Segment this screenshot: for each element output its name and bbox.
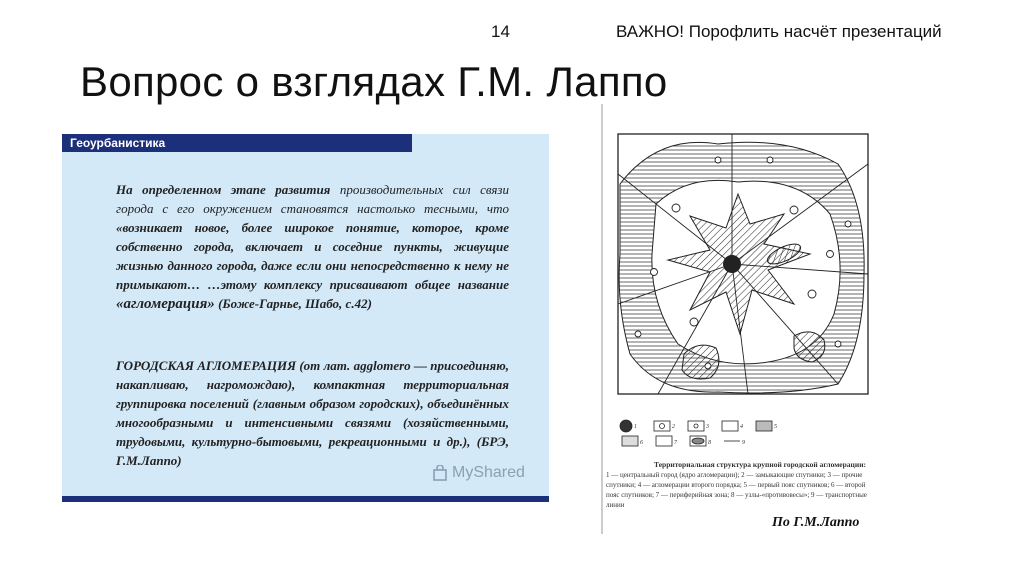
caption-body: 1 — центральный город (ядро агломерации); 2 — замыкающие спутники; 3 — прочие спутники; 4 — агломерации второго порядка; 5 — первый пояс спутников; 6 — второй пояс спутников; 7 — периферийная зона; 8 — узлы-«противовесы»; 9 — транспортные линии bbox=[606, 471, 867, 509]
p1-text: производительных сил связи города с его окружением становятся настолько тесными, что bbox=[116, 182, 509, 216]
shopping-bag-icon bbox=[432, 465, 448, 481]
legend-number: 6 bbox=[640, 440, 643, 446]
p1-term: «агломерация» bbox=[116, 296, 215, 312]
legend-number: 2 bbox=[672, 424, 675, 430]
p1-source: (Боже-Гарнье, Шабо, с.42) bbox=[214, 296, 372, 311]
watermark-text: MyShared bbox=[452, 464, 525, 481]
slide-title: Вопрос о взглядах Г.М. Лаппо bbox=[80, 58, 668, 105]
legend-number: 8 bbox=[708, 440, 711, 446]
p1-quote: «возникает новое, более широкое понятие, которое, кроме собственно города, включает и соседние пункты, живущие жизнью данного города, даже если они непосредственно к нему не примыкают… …этому комплексу присваивают общее название bbox=[116, 220, 509, 292]
slide-number: 14 bbox=[491, 22, 510, 41]
legend-number: 7 bbox=[674, 440, 677, 446]
caption-title: Территориальная структура крупной городской агломерации: bbox=[654, 460, 867, 469]
p1-lead: На определенном этапе развития bbox=[116, 182, 331, 197]
watermark bbox=[432, 464, 525, 482]
paragraph-definition-2 bbox=[116, 356, 509, 470]
header-note: ВАЖНО! Порофлить насчёт презентаций bbox=[616, 22, 942, 41]
panel-header: Геоурбанистика bbox=[62, 134, 412, 152]
panel-bottom-bar bbox=[62, 496, 549, 502]
p2-term: ГОРОДСКАЯ АГЛОМЕРАЦИЯ bbox=[116, 358, 297, 373]
legend-number: 3 bbox=[706, 424, 709, 430]
figure-caption bbox=[606, 460, 874, 510]
legend-number: 9 bbox=[742, 440, 745, 446]
paragraph-definition-1 bbox=[116, 180, 509, 314]
map-legend bbox=[618, 418, 848, 448]
figure-author: По Г.М.Лаппо bbox=[772, 515, 860, 530]
text-panel bbox=[62, 134, 549, 502]
p2-text: (от лат. agglomero — присоединяю, накапливаю, нагромождаю), компактная территориальная группировка поселений (главным образом городских), объединённых многообразными и интенсивными связями (хозяйственными, трудовыми, культурно-бытовыми, рекреационными и др.), (БРЭ, Г.М.Лаппо) bbox=[116, 358, 509, 468]
legend-number: 5 bbox=[774, 424, 777, 430]
legend-number: 4 bbox=[740, 424, 743, 430]
legend-number: 1 bbox=[634, 424, 637, 430]
